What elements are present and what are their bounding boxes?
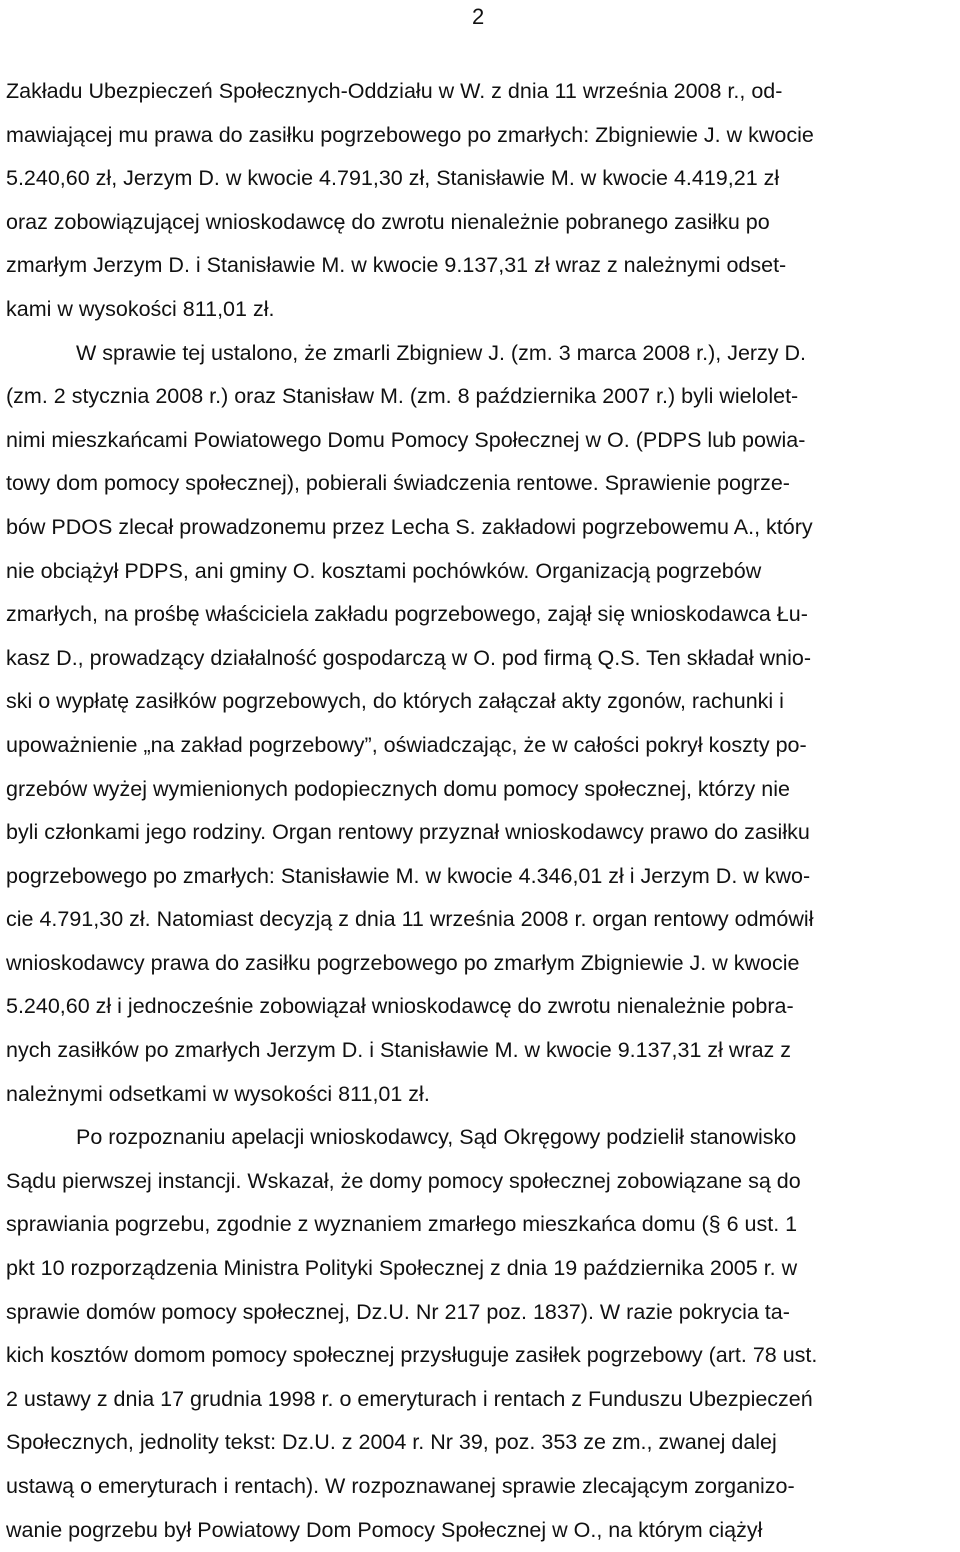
text-line: ustawą o emeryturach i rentach). W rozpoznawanej sprawie zlecającym zorganizo-	[6, 1474, 795, 1498]
text-line: cie 4.791,30 zł. Natomiast decyzją z dnia 11 września 2008 r. organ rentowy odmówił	[6, 907, 814, 932]
text-line: sprawie domów pomocy społecznej, Dz.U. Nr 217 poz. 1837). W razie pokrycia ta-	[6, 1299, 790, 1324]
text-line: mawiającej mu prawa do zasiłku pogrzebowego po zmarłych: Zbigniewie J. w kwocie	[6, 122, 814, 147]
text-line: ski o wypłatę zasiłków pogrzebowych, do których załączał akty zgonów, rachunki i	[6, 689, 784, 714]
text-line: grzebów wyżej wymienionych podopiecznych domu pomocy społecznej, którzy nie	[6, 776, 790, 801]
text-line: wnioskodawcy prawa do zasiłku pogrzebowego po zmarłym Zbigniewie J. w kwocie	[6, 950, 800, 975]
text-line: zmarłym Jerzym D. i Stanisławie M. w kwocie 9.137,31 zł wraz z należnymi odset-	[6, 253, 787, 278]
text-line: towy dom pomocy społecznej), pobierali świadczenia rentowe. Sprawienie pogrze-	[6, 471, 790, 496]
text-line: kich kosztów domom pomocy społecznej przysługuje zasiłek pogrzebowy (art. 78 ust.	[6, 1343, 818, 1368]
text-line: 5.240,60 zł, Jerzym D. w kwocie 4.791,30 zł, Stanisławie M. w kwocie 4.419,21 zł	[6, 166, 780, 191]
paragraph-start-line: W sprawie tej ustalono, że zmarli Zbigniew J. (zm. 3 marca 2008 r.), Jerzy D.	[76, 340, 807, 365]
document-body	[6, 70, 956, 1552]
text-line: zmarłych, na prośbę właściciela zakładu pogrzebowego, zajął się wnioskodawca Łu-	[6, 602, 808, 627]
text-line: upoważnienie „na zakład pogrzebowy”, oświadczając, że w całości pokrył koszty po-	[6, 732, 807, 757]
text-line: Sądu pierwszej instancji. Wskazał, że domy pomocy społecznej zobowiązane są do	[6, 1168, 801, 1193]
paragraph-start-line: Po rozpoznaniu apelacji wnioskodawcy, Sąd Okręgowy podzielił stanowisko	[76, 1125, 797, 1150]
text-line: Społecznych, jednolity tekst: Dz.U. z 2004 r. Nr 39, poz. 353 ze zm., zwanej dalej	[6, 1430, 777, 1455]
text-line: kasz D., prowadzący działalność gospodarczą w O. pod firmą Q.S. Ten składał wnio-	[6, 645, 812, 670]
text-line: pogrzebowego po zmarłych: Stanisławie M. w kwocie 4.346,01 zł i Jerzym D. w kwo-	[6, 863, 811, 888]
text-line: kami w wysokości 811,01 zł.	[6, 296, 275, 321]
text-line: nych zasiłków po zmarłych Jerzym D. i Stanisławie M. w kwocie 9.137,31 zł wraz z	[6, 1038, 792, 1063]
text-line: wanie pogrzebu był Powiatowy Dom Pomocy Społecznej w O., na którym ciążył	[6, 1517, 763, 1542]
text-line: pkt 10 rozporządzenia Ministra Polityki Społecznej z dnia 19 października 2005 r. w	[6, 1256, 798, 1281]
text-line: nimi mieszkańcami Powiatowego Domu Pomocy Społecznej w O. (PDPS lub powia-	[6, 427, 806, 452]
text-line: (zm. 2 stycznia 2008 r.) oraz Stanisław M. (zm. 8 października 2007 r.) byli wielolet-	[6, 384, 799, 409]
text-line: sprawiania pogrzebu, zgodnie z wyznaniem zmarłego mieszkańca domu (§ 6 ust. 1	[6, 1212, 798, 1237]
text-line: należnymi odsetkami w wysokości 811,01 zł.	[6, 1081, 430, 1106]
text-line: byli członkami jego rodziny. Organ rentowy przyznał wnioskodawcy prawo do zasiłku	[6, 820, 810, 845]
text-line: bów PDOS zlecał prowadzonemu przez Lecha S. zakładowi pogrzebowemu A., który	[6, 514, 813, 539]
text-line: Zakładu Ubezpieczeń Społecznych-Oddziału w W. z dnia 11 września 2008 r., od-	[6, 79, 783, 103]
text-line: 2 ustawy z dnia 17 grudnia 1998 r. o emeryturach i rentach z Funduszu Ubezpieczeń	[6, 1386, 813, 1411]
page-number: 2	[472, 4, 485, 29]
text-line: oraz zobowiązującej wnioskodawcę do zwrotu nienależnie pobranego zasiłku po	[6, 209, 770, 234]
text-line: 5.240,60 zł i jednocześnie zobowiązał wnioskodawcę do zwrotu nienależnie pobra-	[6, 994, 794, 1019]
text-line: nie obciążył PDPS, ani gminy O. kosztami pochówków. Organizacją pogrzebów	[6, 558, 762, 583]
